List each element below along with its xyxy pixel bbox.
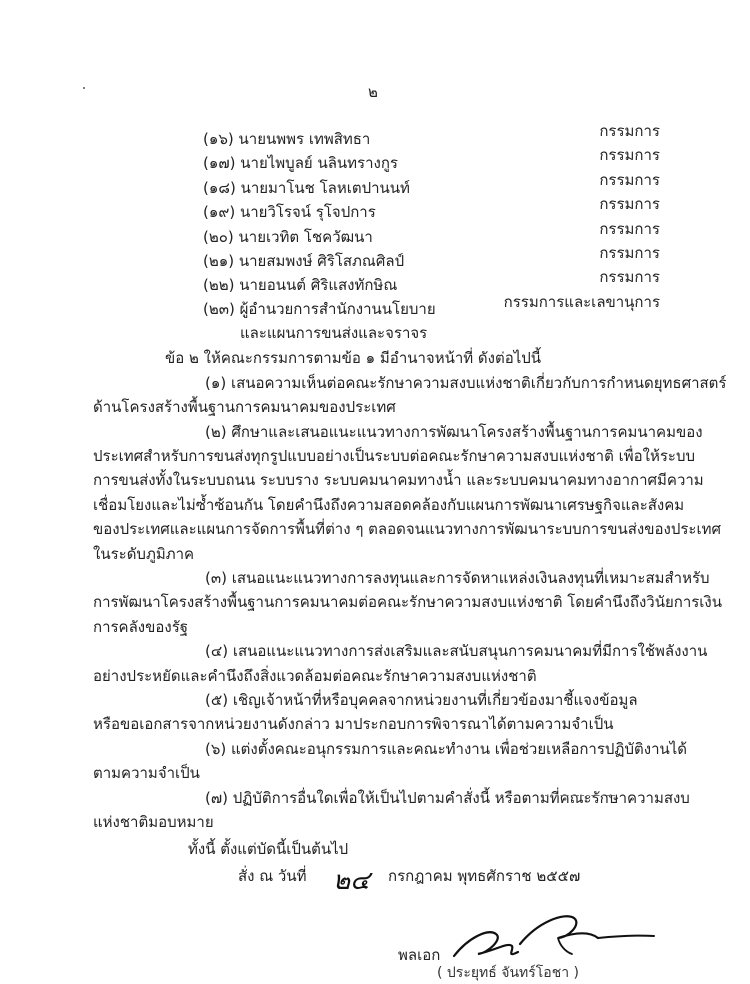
- member-role: กรรมการ: [599, 122, 660, 140]
- signature-image: [448, 908, 658, 968]
- page-number: ๒: [368, 83, 378, 101]
- signer-name: ( ประยุทธ์ จันทร์โอชา ): [437, 965, 579, 981]
- order-date-month-year: กรกฎาคม พุทธศักราช ๒๕๕๗: [388, 867, 581, 885]
- member-name: (๒๒) นายอนนต์ ศิริแสงทักษิณ: [203, 276, 398, 294]
- member-name: (๑๖) นายนพพร เทพสิทธา: [203, 130, 371, 148]
- member-name: (๒๓) ผู้อำนวยการสำนักงานนโยบาย: [203, 300, 436, 318]
- body-line: การคลังของรัฐ: [93, 618, 189, 636]
- member-role: กรรมการ: [599, 195, 660, 213]
- clause-item: (๖) แต่งตั้งคณะอนุกรรมการและคณะทำงาน เพื่อช่วยเหลือการปฏิบัติงานได้: [205, 740, 688, 758]
- body-line: อย่างประหยัดและคำนึงถึงสิ่งแวดล้อมต่อคณะรักษาความสงบแห่งชาติ: [93, 667, 537, 685]
- body-line: ประเทศสำหรับการขนส่งทุกรูปแบบอย่างเป็นระบบต่อคณะรักษาความสงบแห่งชาติ เพื่อให้ระบบ: [93, 447, 695, 465]
- handwritten-underline: [545, 795, 615, 797]
- handwritten-day: ๒๔: [333, 866, 370, 896]
- order-date-prefix: สั่ง ณ วันที่: [238, 867, 307, 885]
- clause-item: (๔) เสนอแนะแนวทางการส่งเสริมและสนับสนุนการคมนาคมที่มีการใช้พลังงาน: [205, 642, 708, 660]
- member-role: กรรมการ: [599, 244, 660, 262]
- clause-item: (๕) เชิญเจ้าหน้าที่หรือบุคคลจากหน่วยงานที่เกี่ยวข้องมาชี้แจงข้อมูล: [205, 691, 638, 709]
- body-line: การพัฒนาโครงสร้างพื้นฐานการคมนาคมต่อคณะรักษาความสงบแห่งชาติ โดยคำนึงถึงวินัยการเงิน: [93, 593, 723, 611]
- member-name-continued: และแผนการขนส่งและจราจร: [240, 324, 428, 342]
- member-role: กรรมการ: [599, 146, 660, 164]
- member-role: กรรมการ: [599, 268, 660, 286]
- clause-item: (๓) เสนอแนะแนวทางการลงทุนและการจัดหาแหล่งเงินลงทุนที่เหมาะสมสำหรับ: [205, 569, 710, 587]
- body-line: ของประเทศและแผนการจัดการพื้นที่ต่าง ๆ ตลอดจนแนวทางการพัฒนาระบบการขนส่งของประเทศ: [93, 520, 721, 538]
- member-role: กรรมการ: [599, 220, 660, 238]
- clause-heading: ข้อ ๒ ให้คณะกรรมการตามข้อ ๑ มีอำนาจหน้าที่ ดังต่อไปนี้: [165, 349, 542, 367]
- body-line: แห่งชาติมอบหมาย: [93, 813, 214, 831]
- member-name: (๒๐) นายเวทิต โชควัฒนา: [203, 228, 373, 246]
- body-line: ด้านโครงสร้างพื้นฐานการคมนาคมของประเทศ: [93, 398, 396, 416]
- signer-rank: พลเอก: [398, 946, 441, 964]
- body-line: เชื่อมโยงและไม่ซ้ำซ้อนกัน โดยคำนึงถึงความสอดคล้องกับแผนการพัฒนาเศรษฐกิจและสังคม: [93, 496, 685, 514]
- clause-item: (๑) เสนอความเห็นต่อคณะรักษาความสงบแห่งชาติเกี่ยวกับการกำหนดยุทธศาสตร์: [205, 374, 727, 392]
- member-role: กรรมการ: [599, 171, 660, 189]
- effective-statement: ทั้งนี้ ตั้งแต่บัดนี้เป็นต้นไป: [188, 840, 349, 858]
- member-name: (๑๙) นายวิโรจน์ รุโจปการ: [203, 203, 376, 221]
- scan-speck: [83, 87, 85, 89]
- body-line: การขนส่งทั้งในระบบถนน ระบบราง ระบบคมนาคมทางน้ำ และระบบคมนาคมทางอากาศมีความ: [93, 471, 704, 489]
- body-line: ตามความจำเป็น: [93, 764, 200, 782]
- member-role: กรรมการและเลขานุการ: [503, 293, 660, 311]
- member-name: (๑๘) นายมาโนช โลหเตปานนท์: [203, 179, 410, 197]
- body-line: ในระดับภูมิภาค: [93, 545, 195, 563]
- member-name: (๒๑) นายสมพงษ์ ศิริโสภณศิลป์: [203, 252, 405, 270]
- clause-item: (๒) ศึกษาและเสนอแนะแนวทางการพัฒนาโครงสร้างพื้นฐานการคมนาคมของ: [205, 423, 703, 441]
- clause-item: (๗) ปฏิบัติการอื่นใดเพื่อให้เป็นไปตามคำสั่งนี้ หรือตามที่คณะรักษาความสงบ: [205, 789, 690, 807]
- body-line: หรือขอเอกสารจากหน่วยงานดังกล่าว มาประกอบการพิจารณาได้ตามความจำเป็น: [93, 715, 614, 733]
- member-name: (๑๗) นายไพบูลย์ นลินทรางกูร: [203, 154, 398, 172]
